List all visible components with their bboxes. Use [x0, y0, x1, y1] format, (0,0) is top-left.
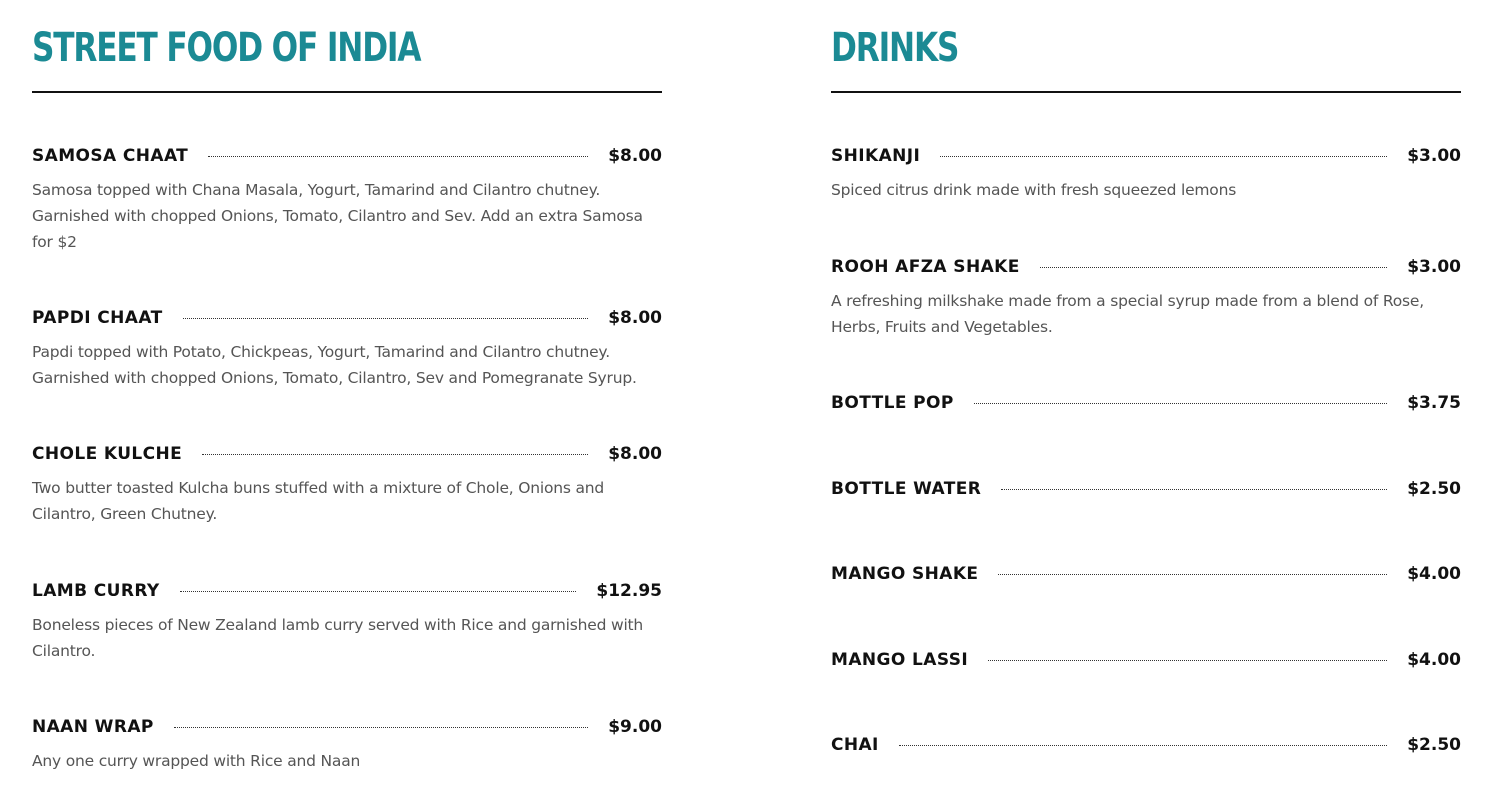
menu-item-samosa-chaat	[32, 145, 662, 255]
menu-item-header	[32, 443, 662, 465]
drinks-title: DRINKS	[831, 25, 959, 71]
menu-item-price: $3.75	[1407, 393, 1461, 413]
dotted-leader	[899, 745, 1387, 746]
menu-item-header	[831, 145, 1461, 167]
dotted-leader	[940, 156, 1387, 157]
dotted-leader	[988, 660, 1387, 661]
menu-item-name: BOTTLE WATER	[831, 479, 982, 499]
menu-item-name: LAMB CURRY	[32, 581, 160, 601]
dotted-leader	[208, 156, 588, 157]
dotted-leader	[974, 403, 1387, 404]
menu-item-name: MANGO LASSI	[831, 650, 969, 670]
menu-item-description: Spiced citrus drink made with fresh squeezed lemons	[831, 181, 1237, 199]
menu-item-description: Any one curry wrapped with Rice and Naan	[32, 752, 361, 770]
menu-item-description: Boneless pieces of New Zealand lamb curry served with Rice and garnished with Cilantro.	[32, 616, 644, 660]
menu-item-price: $8.00	[608, 146, 662, 166]
menu-item-header	[831, 256, 1461, 278]
street-food-title: STREET FOOD OF INDIA	[32, 25, 421, 71]
menu-item-name: MANGO SHAKE	[831, 564, 979, 584]
dotted-leader	[183, 318, 589, 319]
menu-item-price: $8.00	[608, 444, 662, 464]
menu-item-header	[831, 649, 1461, 671]
menu-item-name: SAMOSA CHAAT	[32, 146, 189, 166]
menu-item-price: $9.00	[608, 717, 662, 737]
menu-item-price: $4.00	[1407, 564, 1461, 584]
menu-item-name: BOTTLE POP	[831, 393, 954, 413]
dotted-leader	[180, 591, 577, 592]
menu-item-bottle-pop	[831, 392, 1461, 414]
menu-item-lamb-curry	[32, 580, 662, 664]
menu-item-header	[831, 478, 1461, 500]
menu-item-price: $2.50	[1407, 735, 1461, 755]
menu-item-header	[831, 563, 1461, 585]
menu-item-price: $12.95	[596, 581, 662, 601]
menu-item-naan-wrap	[32, 716, 662, 774]
menu-item-header	[32, 307, 662, 329]
dotted-leader	[202, 454, 588, 455]
menu-item-description: Two butter toasted Kulcha buns stuffed with a mixture of Chole, Onions and Cilantro, Green Chutney.	[32, 479, 605, 523]
menu-item-description: Samosa topped with Chana Masala, Yogurt, Tamarind and Cilantro chutney. Garnished with chopped Onions, Tomato, Cilantro and Sev. Add an extra Samosa for $2	[32, 181, 643, 251]
menu-item-header	[32, 716, 662, 738]
menu-item-description: Papdi topped with Potato, Chickpeas, Yogurt, Tamarind and Cilantro chutney. Garnished with chopped Onions, Tomato, Cilantro, Sev and Pomegranate Syrup.	[32, 343, 637, 387]
menu-item-price: $8.00	[608, 308, 662, 328]
menu-item-name: ROOH AFZA SHAKE	[831, 257, 1020, 277]
menu-item-rooh-afza-shake	[831, 256, 1461, 340]
menu-item-mango-shake	[831, 563, 1461, 585]
menu-item-name: CHOLE KULCHE	[32, 444, 183, 464]
menu-item-name: NAAN WRAP	[32, 717, 154, 737]
dotted-leader	[1040, 267, 1387, 268]
street-food-divider	[32, 91, 662, 93]
menu-item-price: $3.00	[1407, 146, 1461, 166]
menu-item-header	[831, 734, 1461, 756]
menu-item-price: $3.00	[1407, 257, 1461, 277]
menu-item-price: $2.50	[1407, 479, 1461, 499]
menu-item-chole-kulche	[32, 443, 662, 527]
menu-item-bottle-water	[831, 478, 1461, 500]
dotted-leader	[174, 727, 588, 728]
menu-item-header	[32, 145, 662, 167]
menu-item-shikanji	[831, 145, 1461, 203]
menu-item-papdi-chaat	[32, 307, 662, 391]
dotted-leader	[1001, 489, 1387, 490]
menu-item-mango-lassi	[831, 649, 1461, 671]
menu-item-header	[831, 392, 1461, 414]
menu-item-name: SHIKANJI	[831, 146, 921, 166]
menu-item-name: PAPDI CHAAT	[32, 308, 163, 328]
menu-item-description: A refreshing milkshake made from a special syrup made from a blend of Rose, Herbs, Fruits and Vegetables.	[831, 292, 1424, 336]
menu-item-price: $4.00	[1407, 650, 1461, 670]
menu-item-name: CHAI	[831, 735, 879, 755]
drinks-divider	[831, 91, 1461, 93]
menu-item-header	[32, 580, 662, 602]
dotted-leader	[998, 574, 1387, 575]
menu-item-chai	[831, 734, 1461, 756]
